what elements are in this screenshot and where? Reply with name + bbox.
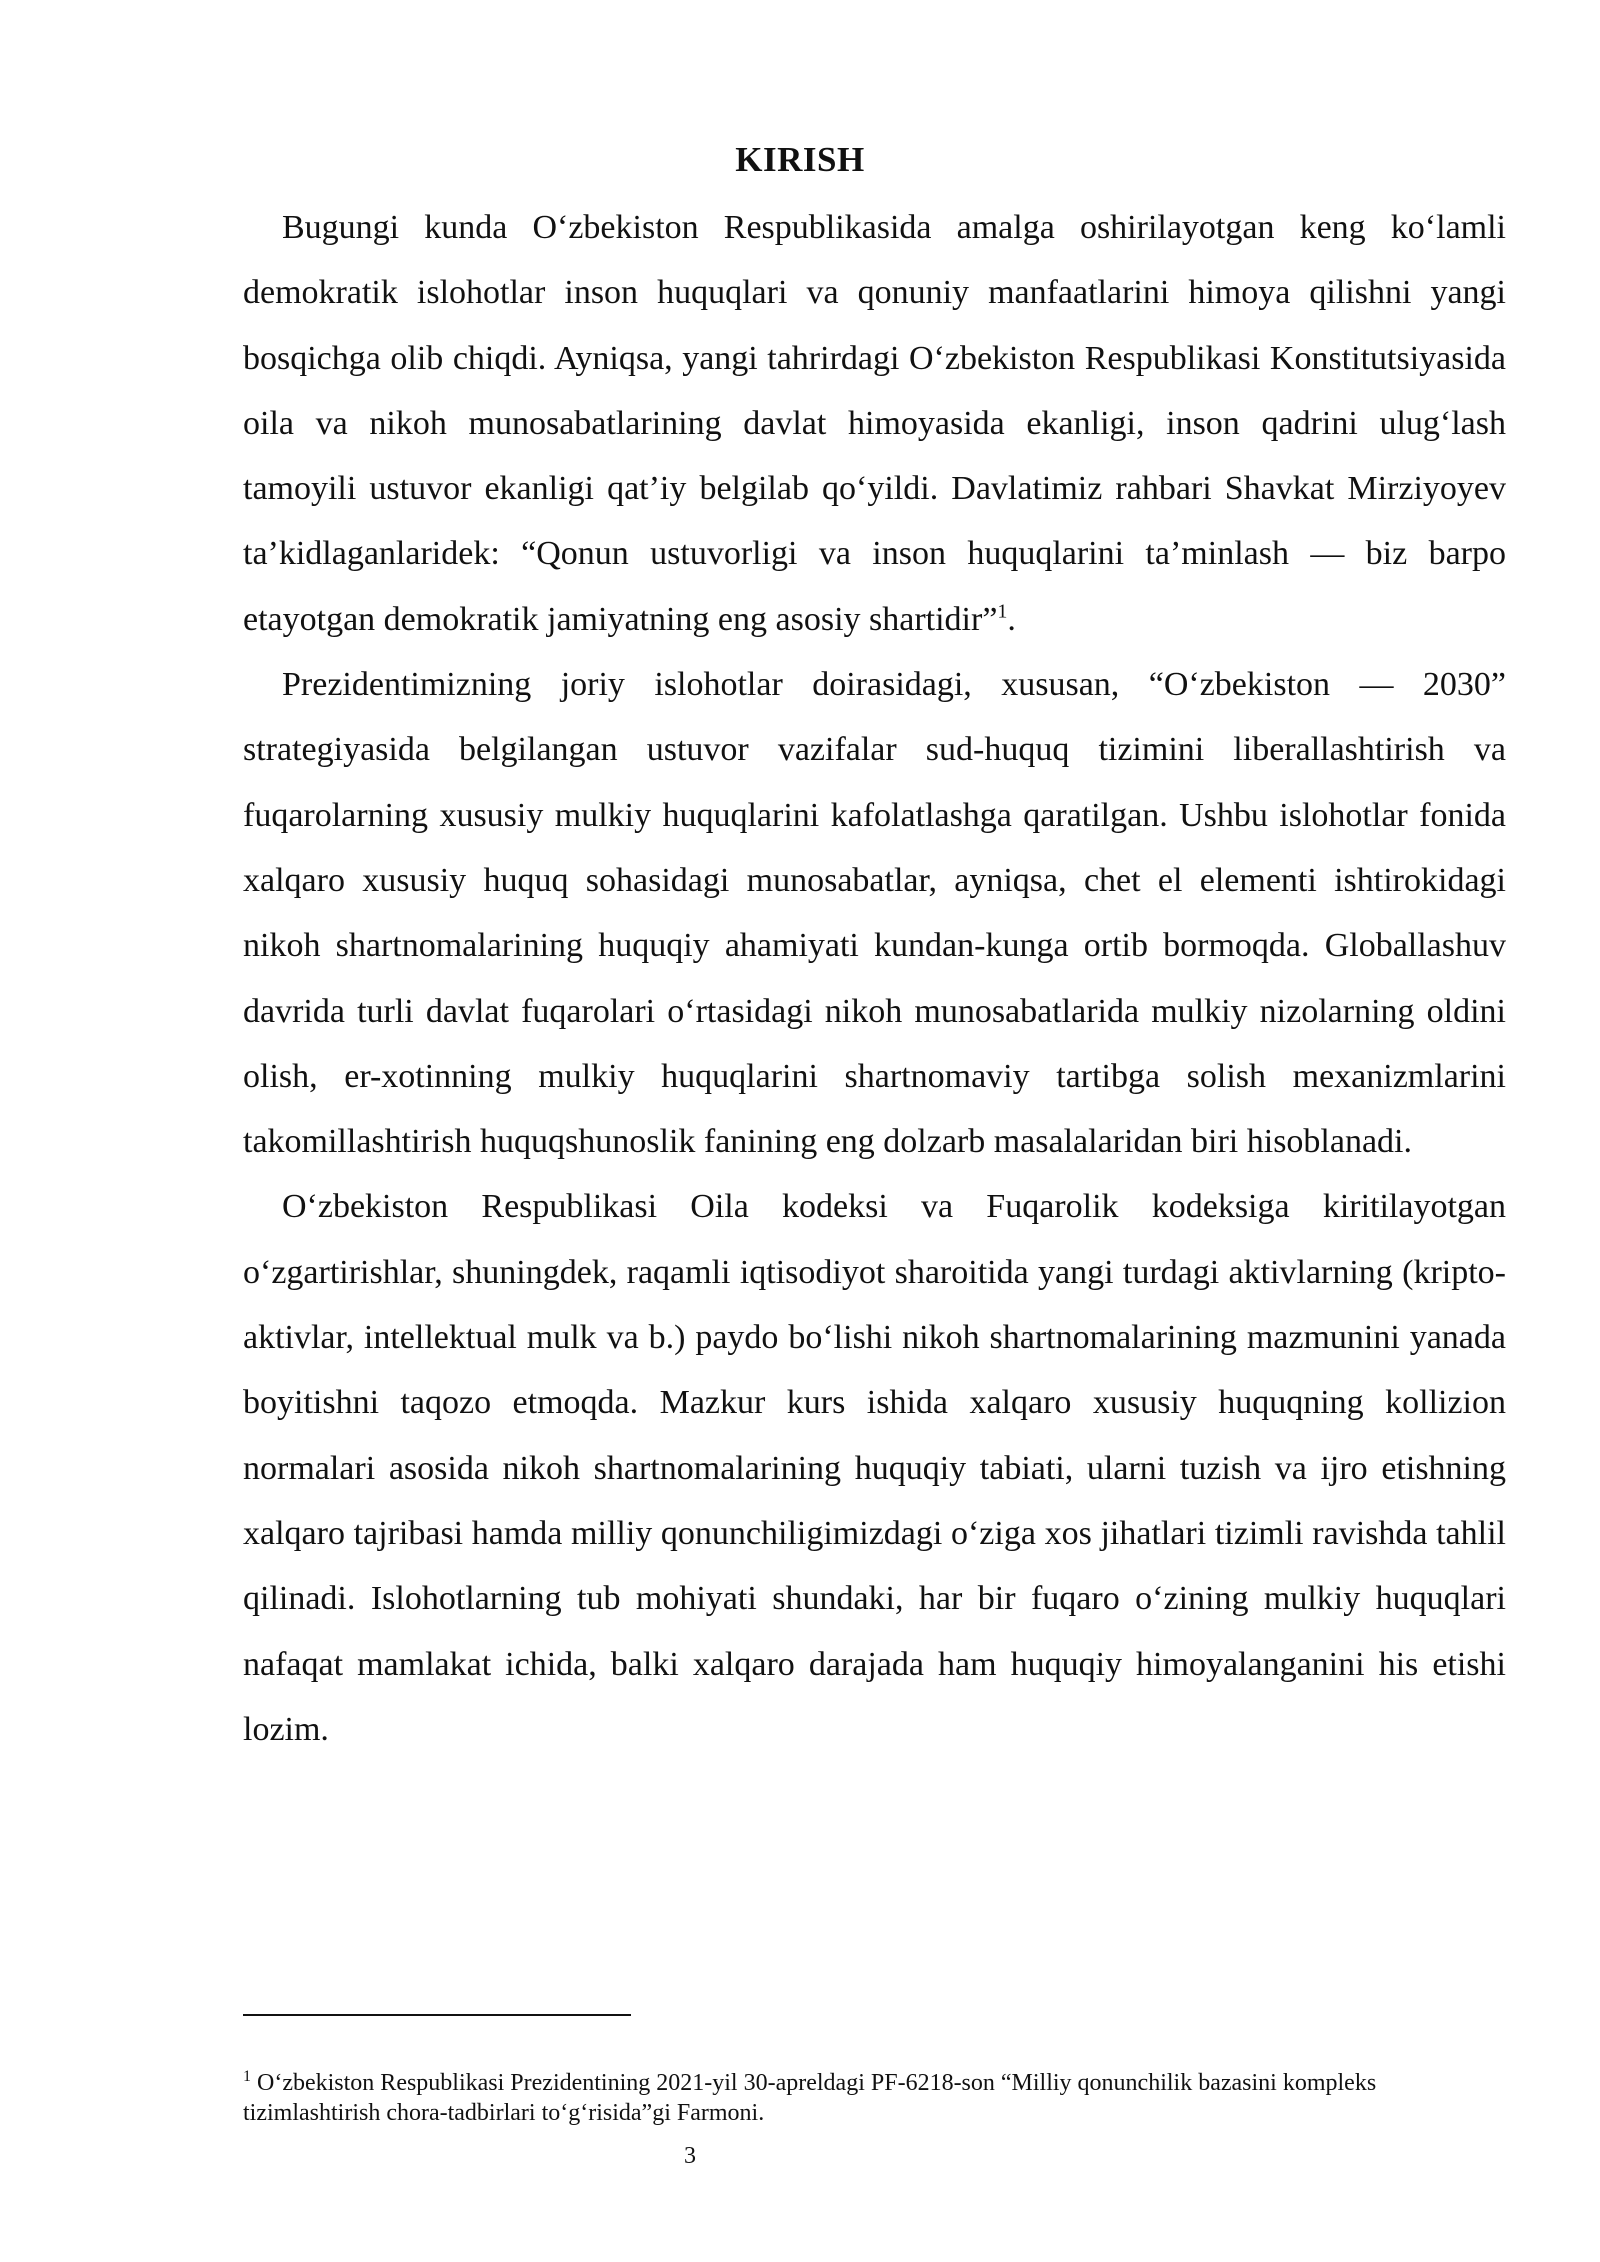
footnote-separator: [243, 2014, 631, 2016]
page-title: KIRISH: [735, 140, 865, 179]
paragraph-2: Prezidentimizning joriy islohotlar doirasidagi, xususan, “O‘zbekiston — 2030” strategiyasida belgilangan ustuvor vazifalar sud-huquq tizimini liberallashtirish va fuqarolarning xususiy mulkiy huquqlarini kafolatlashga qaratilgan. Ushbu islohotlar fonida xalqaro xususiy huquq sohasidagi munosabatlar, ayniqsa, chet el elementi ishtirokidagi nikoh shartnomalarining huquqiy ahamiyati kundan-kunga ortib bormoqda. Globallashuv davrida turli davlat fuqarolari o‘rtasidagi nikoh munosabatlarida mulkiy nizolarning oldini olish, er-xotinning mulkiy huquqlarini shartnomaviy tartibga solish mexanizmlarini takomillashtirish huquqshunoslik fanining eng dolzarb masalalaridan biri hisoblanadi.: [243, 666, 1506, 1161]
page-number: 3: [684, 2143, 696, 2169]
paragraph-1-text: Bugungi kunda O‘zbekiston Respublikasida amalga oshirilayotgan keng ko‘lamli demokratik islohotlar inson huquqlari va qonuniy manfaatlarini himoya qilishni yangi bosqichga olib chiqdi. Ayniqsa, yangi tahrirdagi O‘zbekiston Respublikasi Konstitutsiyasida oila va nikoh munosabatlarining davlat himoyasida ekanligi, inson qadrini ulug‘lash tamoyili ustuvor ekanligi qat’iy belgilab qo‘yildi. Davlatimiz rahbari Shavkat Mirziyoyev ta’kidlaganlaridek: “Qonun ustuvorligi va inson huquqlarini ta’minlash — biz barpo etayotgan demokratik jamiyatning eng asosiy shartidir”: [243, 209, 1506, 638]
paragraph-1-tail: .: [1007, 600, 1016, 638]
footnote: [243, 2068, 1483, 2128]
body-text: [243, 195, 1506, 1762]
footnote-text: O‘zbekiston Respublikasi Prezidentining 2021-yil 30-apreldagi PF-6218-son “Milliy qonunchilik bazasini kompleks tizimlashtirish chora-tadbirlari to‘g‘risida”gi Farmoni.: [243, 2070, 1377, 2126]
footnote-reference[interactable]: 1: [997, 600, 1008, 623]
paragraph-1: [243, 195, 1506, 652]
paragraph-3: O‘zbekiston Respublikasi Oila kodeksi va Fuqarolik kodeksiga kiritilayotgan o‘zgartirishlar, shuningdek, raqamli iqtisodiyot sharoitida yangi turdagi aktivlarning (kripto-aktivlar, intellektual mulk va b.) paydo bo‘lishi nikoh shartnomalarining mazmunini yanada boyitishni taqozo etmoqda. Mazkur kurs ishida xalqaro xususiy huquqning kollizion normalari asosida nikoh shartnomalarining huquqiy tabiati, ularni tuzish va ijro etishning xalqaro tajribasi hamda milliy qonunchiligimizdagi o‘ziga xos jihatlari tizimli ravishda tahlil qilinadi. Islohotlarning tub mohiyati shundaki, har bir fuqaro o‘zining mulkiy huquqlari nafaqat mamlakat ichida, balki xalqaro darajada ham huquqiy himoyalanganini his etishi lozim.: [243, 1188, 1506, 1748]
footnote-mark: 1: [243, 2068, 251, 2085]
